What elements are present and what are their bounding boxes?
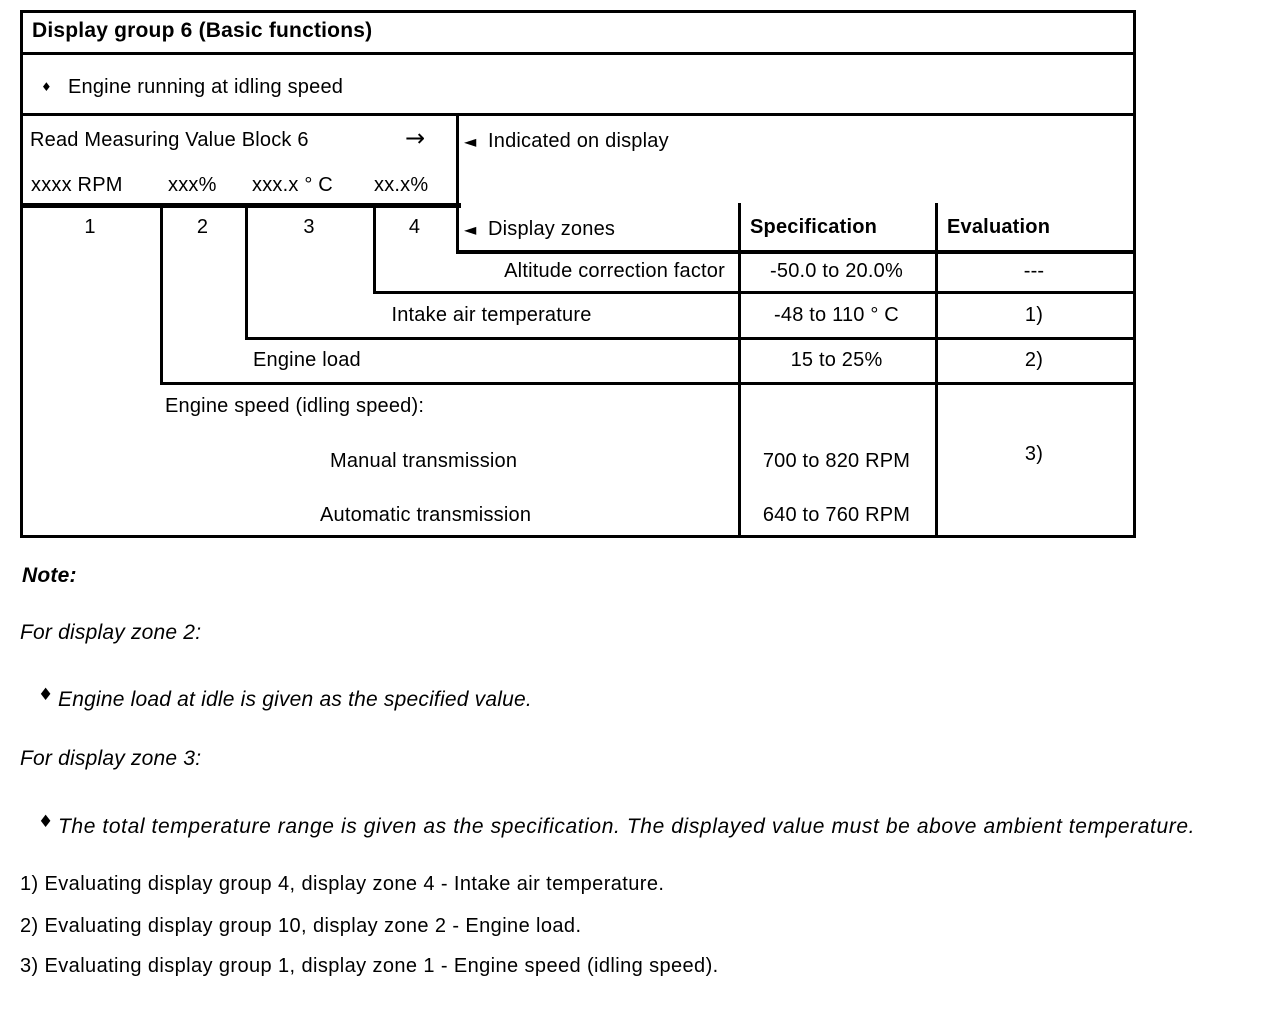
evaluation-header: Evaluation	[947, 216, 1051, 238]
row-altitude-label: Altitude correction factor	[504, 260, 725, 282]
footnote-1: 1) Evaluating display group 4, display zone 4 - Intake air temperature.	[20, 873, 665, 895]
row-engine-speed-manual-label: Manual transmission	[330, 450, 518, 472]
row-engine-speed-eval: 3)	[1024, 443, 1044, 465]
table-border-measuring-cell-right	[456, 113, 459, 254]
specification-header: Specification	[750, 216, 878, 238]
note-zone2-text: Engine load at idle is given as the specified value.	[58, 688, 532, 711]
note-heading: Note:	[22, 564, 77, 587]
zone-number-2: 2	[196, 216, 209, 238]
row-engine-load-label: Engine load	[253, 349, 361, 371]
table-border-left	[20, 10, 23, 538]
table-border-bottom	[20, 535, 1136, 538]
diamond-bullet-icon: ♦	[38, 685, 54, 705]
zone-number-3: 3	[303, 216, 315, 238]
table-border-under-measuring-block	[20, 203, 461, 208]
condition-text: Engine running at idling speed	[68, 76, 344, 98]
display-unit-temp: xxx.x ° C	[252, 174, 333, 196]
row-engine-speed-auto-label: Automatic transmission	[320, 504, 532, 526]
row-engine-speed-manual-spec: 700 to 820 RPM	[762, 450, 911, 472]
condition-bullet-icon: ♦	[41, 80, 52, 94]
zone-number-1: 1	[84, 216, 96, 238]
row-engine-load-eval: 2)	[1024, 349, 1044, 371]
table-border-under-title	[20, 52, 1136, 55]
table-border-under-engine-load-row	[160, 382, 1136, 385]
row-intake-eval: 1)	[1024, 304, 1044, 326]
note-zone2-title: For display zone 2:	[20, 621, 202, 644]
row-intake-spec: -48 to 110 ° C	[774, 304, 899, 326]
table-border-under-condition	[20, 113, 1136, 116]
table-title: Display group 6 (Basic functions)	[32, 19, 373, 42]
zone-number-4: 4	[408, 216, 421, 238]
row-altitude-eval: ---	[1023, 260, 1045, 282]
footnote-3: 3) Evaluating display group 1, display zone 1 - Engine speed (idling speed).	[20, 955, 719, 977]
indicated-on-display-label: Indicated on display	[488, 130, 669, 152]
footnote-2: 2) Evaluating display group 10, display zone 2 - Engine load.	[20, 915, 582, 937]
row-engine-speed-label: Engine speed (idling speed):	[165, 395, 425, 417]
display-zones-header: Display zones	[488, 218, 616, 240]
table-border-under-intake-row	[245, 337, 1136, 340]
diamond-bullet-icon: ♦	[38, 812, 54, 832]
row-engine-speed-auto-spec: 640 to 760 RPM	[762, 504, 911, 526]
note-zone3-title: For display zone 3:	[20, 747, 202, 770]
table-border-top	[20, 10, 1136, 13]
row-engine-load-spec: 15 to 25%	[790, 349, 883, 371]
left-pointer-icon: ◄	[464, 220, 477, 239]
display-unit-rpm: xxxx RPM	[31, 174, 123, 196]
right-arrow-icon: →	[405, 124, 426, 152]
display-unit-altitude-pct: xx.x%	[374, 174, 429, 196]
read-measuring-block-label: Read Measuring Value Block 6	[30, 129, 309, 151]
note-zone3-text: The total temperature range is given as the specification. The displayed value must be above ambient temperature.	[58, 815, 1196, 838]
table-border-right	[1133, 10, 1136, 538]
row-altitude-spec: -50.0 to 20.0%	[770, 260, 903, 282]
left-pointer-icon: ◄	[464, 132, 477, 151]
display-unit-load-pct: xxx%	[168, 174, 217, 196]
table-border-under-altitude-row	[373, 291, 1136, 294]
table-border-under-zone-headers	[456, 250, 1136, 254]
row-intake-label: Intake air temperature	[391, 304, 592, 326]
